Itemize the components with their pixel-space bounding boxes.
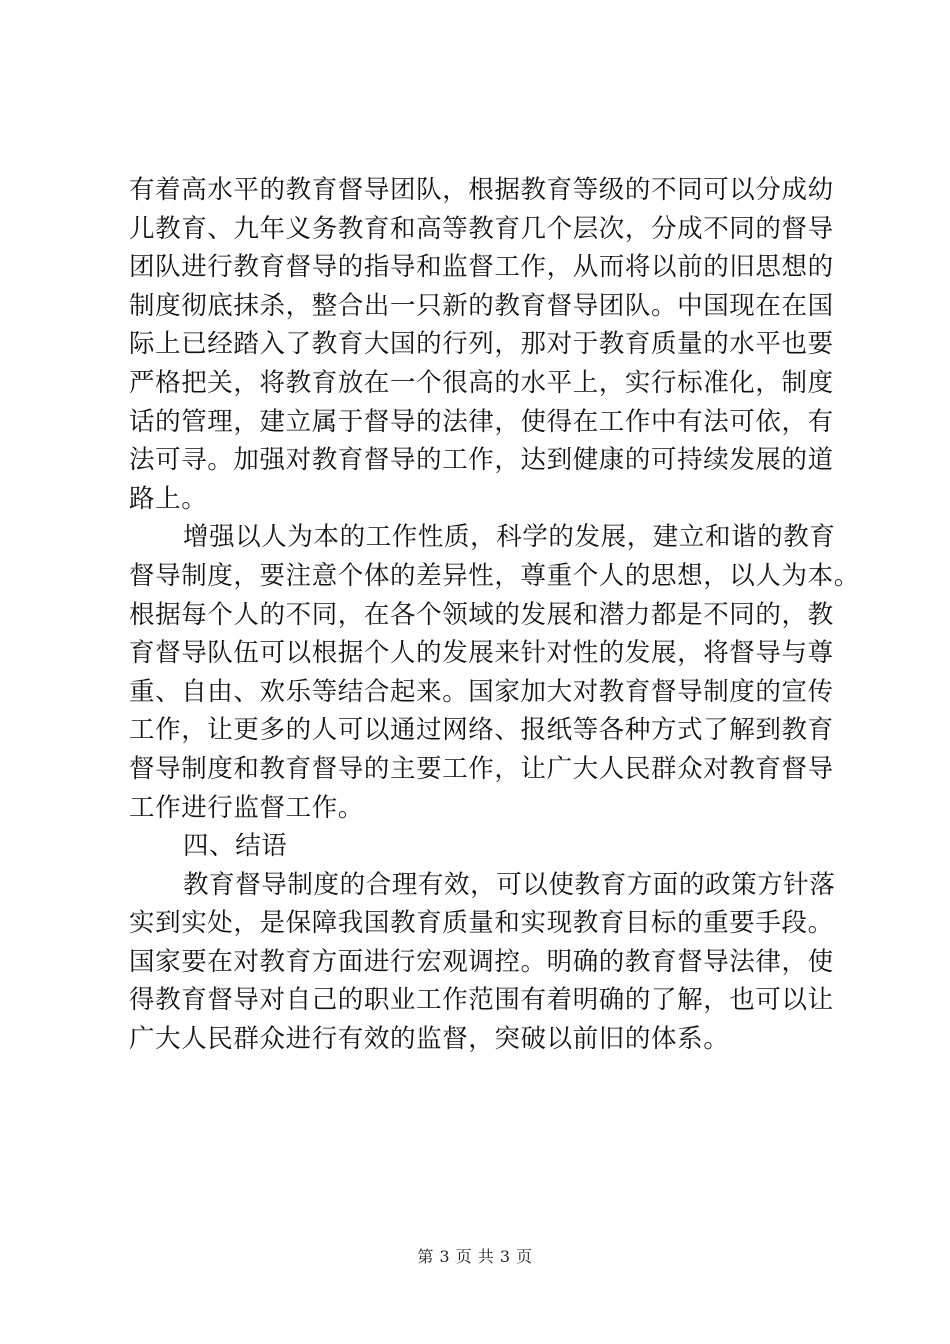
text-line: 话的管理，建立属于督导的法律，使得在工作中有法可依，有 bbox=[129, 406, 834, 437]
text-line: 重、自由、欢乐等结合起来。国家加大对教育督导制度的宣传 bbox=[129, 676, 834, 707]
text-line: 际上已经踏入了教育大国的行列，那对于教育质量的水平也要 bbox=[129, 329, 834, 360]
text-line: 制度彻底抹杀，整合出一只新的教育督导团队。中国现在在国 bbox=[129, 290, 834, 321]
page-number-footer: 第 3 页 共 3 页 bbox=[417, 1247, 533, 1266]
text-line: 团队进行教育督导的指导和监督工作，从而将以前的旧思想的 bbox=[129, 252, 834, 283]
paragraph-first-line: 教育督导制度的合理有效，可以使教育方面的政策方针落 bbox=[183, 869, 836, 900]
text-line: 督导制度和教育督导的主要工作，让广大人民群众对教育督导 bbox=[129, 753, 834, 784]
text-line: 法可寻。加强对教育督导的工作，达到健康的可持续发展的道 bbox=[129, 445, 834, 476]
text-line: 工作进行监督工作。 bbox=[129, 792, 364, 823]
text-line: 督导制度，要注意个体的差异性，尊重个人的思想，以人为本。 bbox=[129, 560, 860, 591]
text-line: 实到实处，是保障我国教育质量和实现教育目标的重要手段。 bbox=[129, 908, 834, 939]
text-line: 儿教育、九年义务教育和高等教育几个层次，分成不同的督导 bbox=[129, 213, 834, 244]
paragraph-first-line: 增强以人为本的工作性质，科学的发展，建立和谐的教育 bbox=[183, 522, 836, 553]
text-line: 广大人民群众进行有效的监督，突破以前旧的体系。 bbox=[129, 1024, 730, 1055]
text-line: 得教育督导对自己的职业工作范围有着明确的了解，也可以让 bbox=[129, 985, 834, 1016]
text-line: 工作，让更多的人可以通过网络、报纸等各种方式了解到教育 bbox=[129, 715, 834, 746]
text-line: 国家要在对教育方面进行宏观调控。明确的教育督导法律，使 bbox=[129, 946, 834, 977]
text-line: 根据每个人的不同，在各个领域的发展和潜力都是不同的，教 bbox=[129, 599, 834, 630]
document-body bbox=[129, 171, 860, 1059]
text-line: 路上。 bbox=[129, 483, 208, 514]
text-line: 严格把关，将教育放在一个很高的水平上，实行标准化，制度 bbox=[129, 367, 834, 398]
text-line: 有着高水平的教育督导团队，根据教育等级的不同可以分成幼 bbox=[129, 175, 834, 205]
text-line: 育督导队伍可以根据个人的发展来针对性的发展，将督导与尊 bbox=[129, 638, 834, 669]
section-heading: 四、结语 bbox=[183, 831, 288, 862]
